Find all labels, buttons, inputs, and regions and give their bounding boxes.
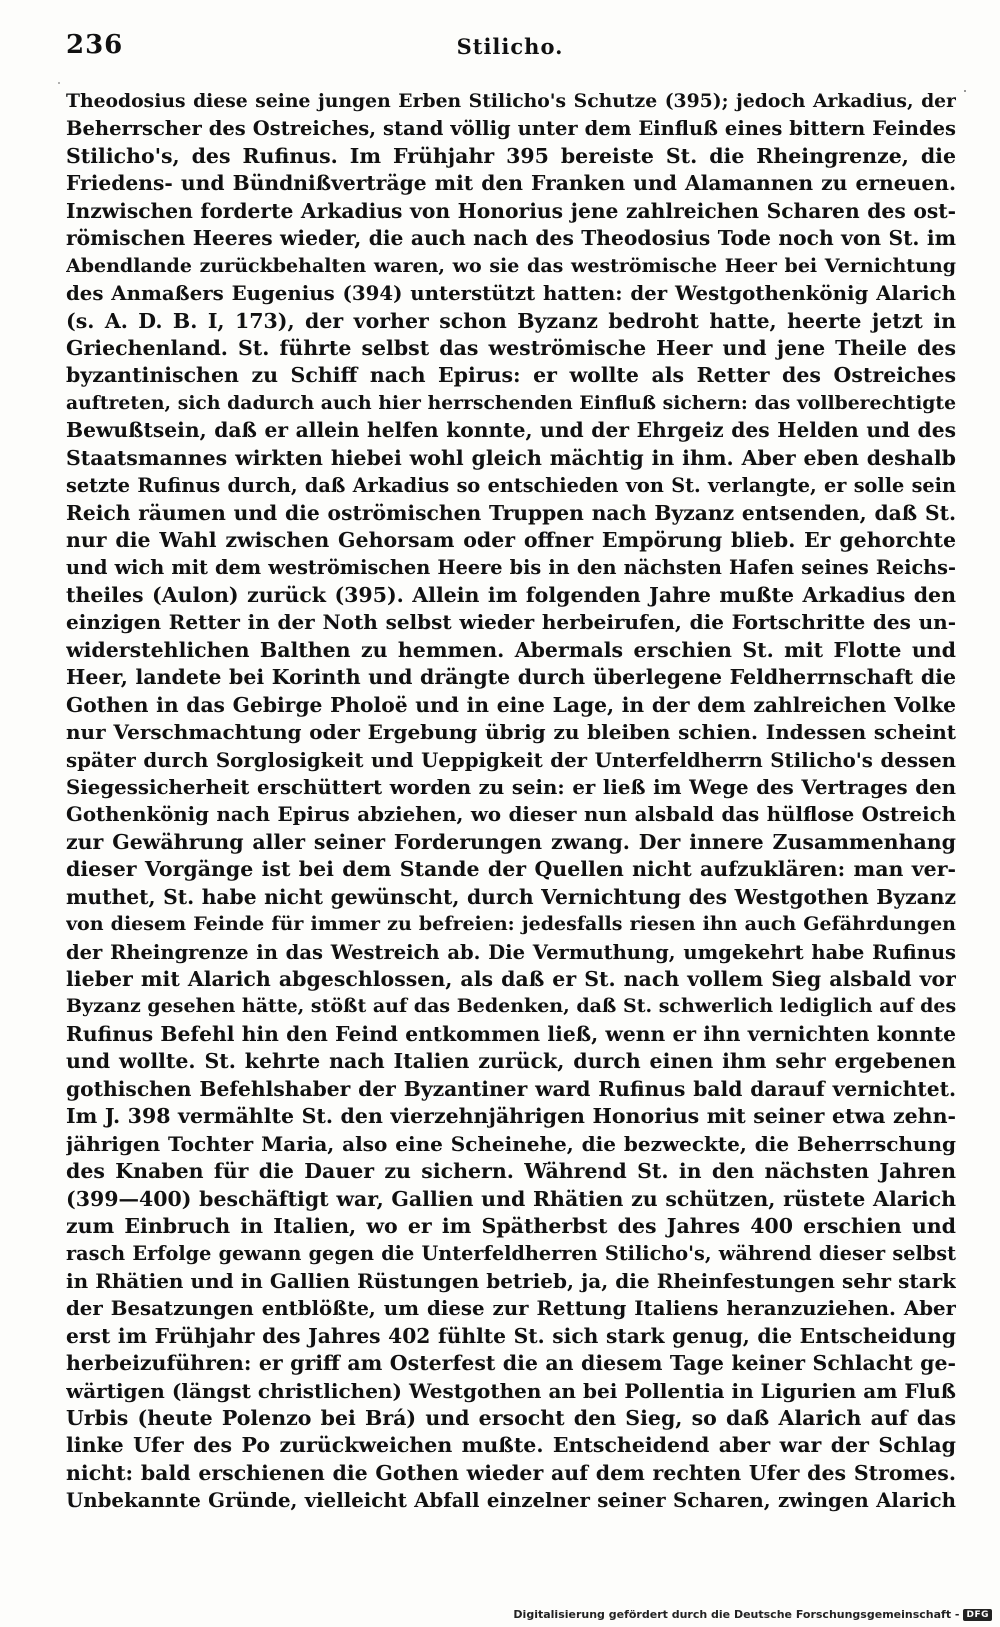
text-line: wärtigen (längst christlichen) Westgothen an bei Pollentia in Ligurien am Fluß xyxy=(66,1378,956,1403)
text-line: Urbis (heute Polenzo bei Brá) und ersocht den Sieg, so daß Alarich auf das xyxy=(66,1406,956,1430)
article-body xyxy=(66,88,956,1515)
text-line: Inzwischen forderte Arkadius von Honorius jene zahlreichen Scharen des ost- xyxy=(66,198,956,223)
text-line: (399—400) beschäftigt war, Gallien und Rhätien zu schützen, rüstete Alarich xyxy=(66,1186,956,1211)
text-line: Reich räumen und die oströmischen Truppen nach Byzanz entsenden, daß St. xyxy=(66,500,956,525)
text-line: des Knaben für die Dauer zu sichern. Während St. in den nächsten Jahren xyxy=(66,1159,956,1184)
text-line: Unbekannte Gründe, vielleicht Abfall einzelner seiner Scharen, zwingen Alarich xyxy=(66,1488,956,1513)
page-header xyxy=(66,30,954,70)
text-line: setzte Rufinus durch, daß Arkadius so entschieden von St. verlangte, er solle sein xyxy=(66,474,956,498)
text-line: rasch Erfolge gewann gegen die Unterfeldherren Stilicho's, während dieser selbst xyxy=(66,1242,956,1266)
text-line: zum Einbruch in Italien, wo er im Spätherbst des Jahres 400 erschien und xyxy=(66,1213,956,1238)
page-number: 236 xyxy=(66,30,124,60)
text-line: der Besatzungen entblößte, um diese zur Rettung Italiens heranzuziehen. Aber xyxy=(66,1296,956,1321)
running-head: Stilicho. xyxy=(456,34,564,59)
text-line: einzigen Retter in der Noth selbst wieder herbeirufen, die Fortschritte des un- xyxy=(66,610,956,635)
scan-speck xyxy=(58,82,60,84)
text-line: Gothenkönig nach Epirus abziehen, wo dieser nun alsbald das hülflose Ostreich xyxy=(66,802,956,827)
text-line: Rufinus Befehl hin den Feind entkommen ließ, wenn er ihn vernichten konnte xyxy=(66,1021,956,1046)
text-line: zur Gewährung aller seiner Forderungen zwang. Der innere Zusammenhang xyxy=(66,829,956,854)
text-line: später durch Sorglosigkeit und Ueppigkeit der Unterfeldherrn Stilicho's dessen xyxy=(66,747,956,772)
text-line: in Rhätien und in Gallien Rüstungen betrieb, ja, die Rheinfestungen sehr stark xyxy=(66,1268,956,1293)
text-line: Heer, landete bei Korinth und drängte durch überlegene Feldherrnschaft die xyxy=(66,665,956,690)
text-line: Stilicho's, des Rufinus. Im Frühjahr 395 bereiste St. die Rheingrenze, die xyxy=(66,143,956,168)
text-line: erst im Frühjahr des Jahres 402 fühlte St. sich stark genug, die Entscheidung xyxy=(66,1323,956,1348)
text-line: widerstehlichen Balthen zu hemmen. Abermals erschien St. mit Flotte und xyxy=(66,637,956,662)
text-line: Staatsmannes wirkten hiebei wohl gleich mächtig in ihm. Aber eben deshalb xyxy=(66,445,956,470)
text-line: auftreten, sich dadurch auch hier herrschenden Einfluß sichern: das vollberechtigte xyxy=(66,391,956,414)
text-line: nicht: bald erschienen die Gothen wieder auf dem rechten Ufer des Stromes. xyxy=(66,1460,956,1485)
footer-credit xyxy=(513,1608,992,1621)
text-line: Byzanz gesehen hätte, stößt auf das Bedenken, daß St. schwerlich lediglich auf des xyxy=(66,995,956,1018)
text-line: jährigen Tochter Maria, also eine Scheinehe, die bezweckte, die Beherrschung xyxy=(66,1131,956,1156)
text-line: Im J. 398 vermählte St. den vierzehnjährigen Honorius mit seiner etwa zehn- xyxy=(66,1104,956,1129)
text-line: der Rheingrenze in das Westreich ab. Die Vermuthung, umgekehrt habe Rufinus xyxy=(66,940,956,964)
text-line: Friedens- und Bündnißverträge mit den Franken und Alamannen zu erneuen. xyxy=(66,171,956,196)
text-line: des Anmaßers Eugenius (394) unterstützt hatten: der Westgothenkönig Alarich xyxy=(66,281,956,306)
text-line: theiles (Aulon) zurück (395). Allein im folgenden Jahre mußte Arkadius den xyxy=(66,582,956,607)
text-line: herbeizuführen: er griff am Osterfest die an diesem Tage keiner Schlacht ge- xyxy=(66,1351,956,1376)
dfg-logo-icon: DFG xyxy=(963,1609,992,1621)
text-line: und wich mit dem weströmischen Heere bis in den nächsten Hafen seines Reichs- xyxy=(66,556,956,580)
text-line: Theodosius diese seine jungen Erben Stilicho's Schutze (395); jedoch Arkadius, der xyxy=(66,90,956,112)
text-line: muthet, St. habe nicht gewünscht, durch Vernichtung des Westgothen Byzanz xyxy=(66,884,956,909)
text-line: Griechenland. St. führte selbst das weströmische Heer und jene Theile des xyxy=(66,335,956,360)
text-line: Gothen in das Gebirge Pholoë und in eine Lage, in der dem zahlreichen Volke xyxy=(66,692,956,717)
text-line: nur Verschmachtung oder Ergebung übrig zu bleiben schien. Indessen scheint xyxy=(66,720,956,745)
text-line: nur die Wahl zwischen Gehorsam oder offner Empörung blieb. Er gehorchte xyxy=(66,528,956,552)
text-line: lieber mit Alarich abgeschlossen, als daß er St. nach vollem Sieg alsbald vor xyxy=(66,967,956,991)
scan-speck xyxy=(964,90,966,92)
text-line: byzantinischen zu Schiff nach Epirus: er wollte als Retter des Ostreiches xyxy=(66,363,956,388)
text-line: und wollte. St. kehrte nach Italien zurück, durch einen ihm sehr ergebenen xyxy=(66,1049,956,1074)
footer-credit-text: Digitalisierung gefördert durch die Deutsche Forschungsgemeinschaft - xyxy=(513,1608,960,1621)
text-line: dieser Vorgänge ist bei dem Stande der Quellen nicht aufzuklären: man ver- xyxy=(66,857,956,882)
text-line: von diesem Feinde für immer zu befreien: jedesfalls riesen ihn auch Gefährdungen xyxy=(66,913,956,936)
text-line: Siegessicherheit erschüttert worden zu sein: er ließ im Wege des Vertrages den xyxy=(66,774,956,799)
text-line: Beherrscher des Ostreiches, stand völlig unter dem Einfluß eines bittern Feindes xyxy=(66,117,956,141)
text-line: römischen Heeres wieder, die auch nach des Theodosius Tode noch von St. im xyxy=(66,226,956,251)
text-line: gothischen Befehlshaber der Byzantiner ward Rufinus bald darauf vernichtet. xyxy=(66,1076,956,1101)
text-line: Bewußtsein, daß er allein helfen konnte, und der Ehrgeiz des Helden und des xyxy=(66,418,956,443)
text-line: linke Ufer des Po zurückweichen mußte. Entscheidend aber war der Schlag xyxy=(66,1433,956,1458)
text-line: (s. A. D. B. I, 173), der vorher schon Byzanz bedroht hatte, heerte jetzt in xyxy=(66,308,956,333)
text-line: Abendlande zurückbehalten waren, wo sie das weströmische Heer bei Vernichtung xyxy=(66,254,956,277)
